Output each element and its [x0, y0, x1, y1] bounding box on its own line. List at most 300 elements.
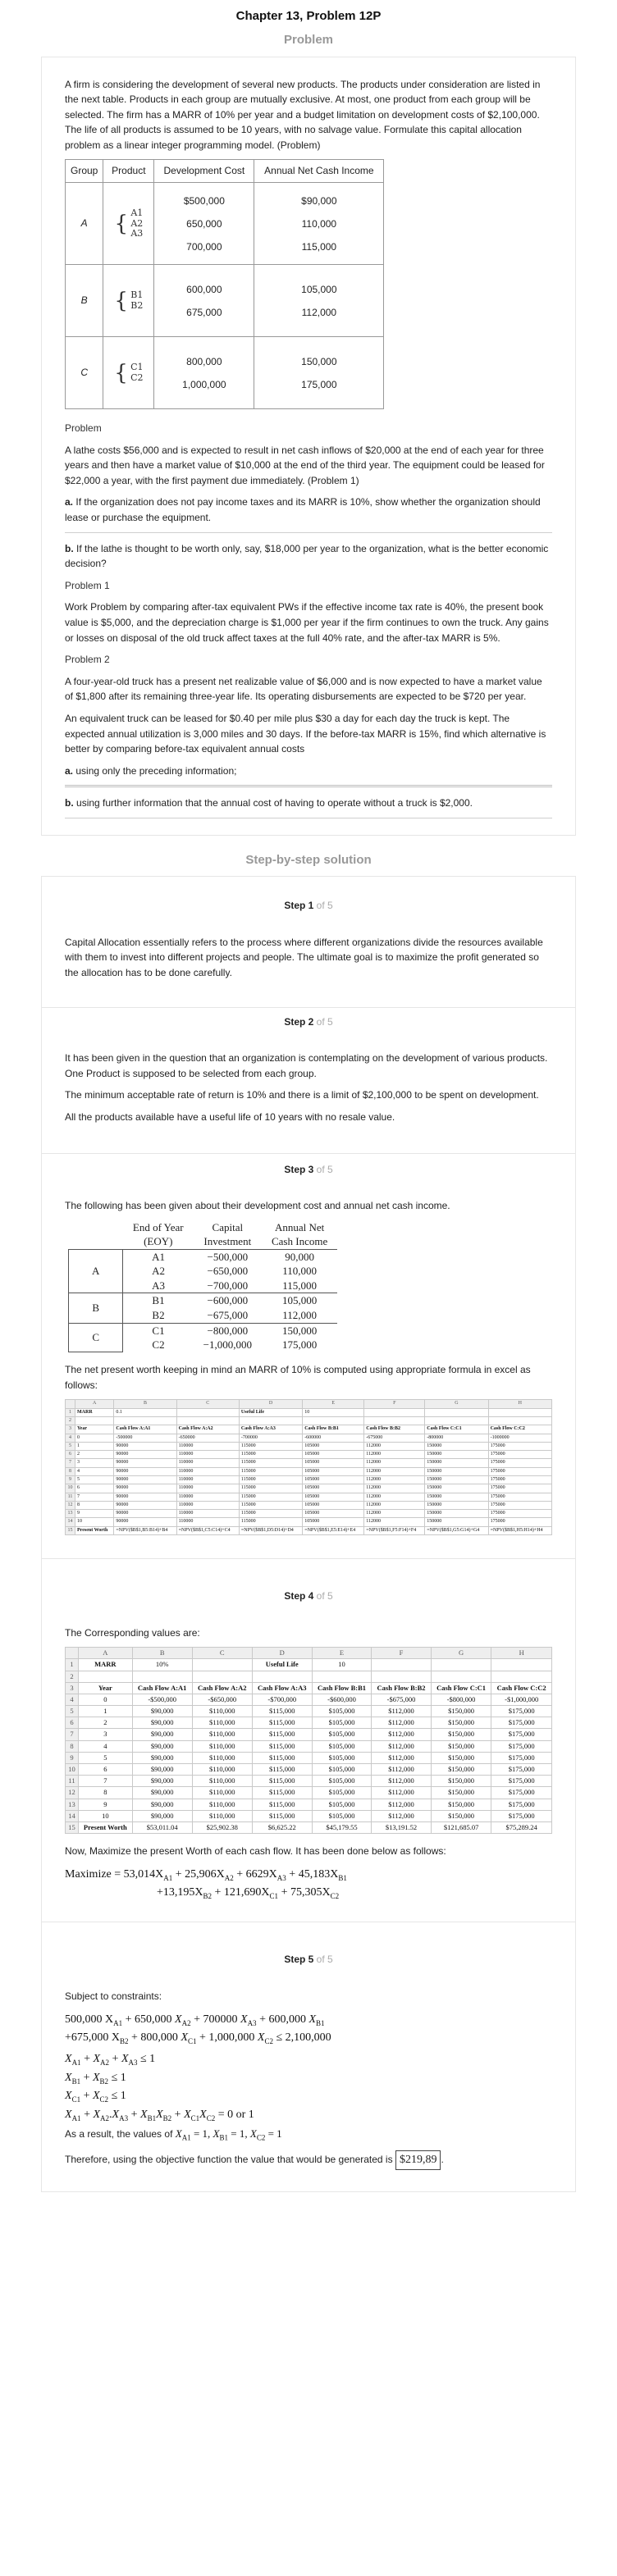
sheet-row	[66, 1518, 552, 1526]
sheet-cell: 112000	[364, 1484, 425, 1493]
sheet-cell: $110,000	[192, 1740, 252, 1752]
constraint-group-b: $X_{B1} + X_{B2} \le 1$	[65, 2071, 126, 2086]
sheet-cell: Cash Flow B:B2	[372, 1682, 432, 1694]
sheet-cell: 150000	[425, 1493, 488, 1501]
sheet-cell: $110,000	[192, 1729, 252, 1740]
inv-group-a: A	[69, 1249, 123, 1293]
sheet-cell: 90000	[114, 1501, 176, 1509]
sheet-cell	[176, 1408, 239, 1416]
sheet-cell: $112,000	[372, 1799, 432, 1810]
sheet-cell: 110000	[176, 1451, 239, 1459]
sheet-row	[66, 1799, 552, 1810]
sheet-cell: D	[252, 1648, 312, 1659]
group-a: A	[66, 183, 103, 265]
step-4-p1: The Corresponding values are:	[65, 1626, 200, 1639]
sheet-cell: 175000	[488, 1493, 551, 1501]
sheet-cell: $150,000	[431, 1752, 491, 1763]
constraint-group-c: $X_{C1} + X_{C2} \le 1$	[65, 2090, 126, 2104]
sheet-cell: 5	[75, 1476, 114, 1484]
sheet-cell	[75, 1416, 114, 1425]
label-problem: Problem	[65, 422, 102, 435]
step-2-p3: All the products available have a useful life of 10 years with no resale value.	[65, 1110, 395, 1123]
sheet-cell: $110,000	[192, 1706, 252, 1717]
sheet-cell: G	[431, 1648, 491, 1659]
sheet-cell: $105,000	[312, 1706, 372, 1717]
sheet-cell: 110000	[176, 1467, 239, 1475]
sheet-cell: 8	[66, 1740, 79, 1752]
sheet-cell: 0.1	[114, 1408, 176, 1416]
lathe-a: a. If the organization does not pay income taxes and its MARR is 10%, show whether the organization should lease or purchase the equipment.	[65, 496, 541, 524]
sheet-cell: $150,000	[431, 1729, 491, 1740]
sheet-cell	[312, 1671, 372, 1682]
sheet-cell: Cash Flow B:B1	[303, 1425, 364, 1434]
col-annual-income: Annual Net Cash Income	[254, 160, 384, 183]
sheet-cell: -$500,000	[132, 1694, 192, 1705]
sheet-cell: 9	[66, 1476, 75, 1484]
sheet-cell: 90000	[114, 1476, 176, 1484]
excel-values-sheet	[65, 1647, 552, 1834]
sheet-cell: 115000	[239, 1493, 302, 1501]
sheet-cell: Useful Life	[252, 1659, 312, 1671]
sheet-cell: 12	[66, 1787, 79, 1799]
sheet-cell: 105000	[303, 1459, 364, 1467]
sheet-cell: H	[491, 1648, 552, 1659]
inv-h-income: Annual Net Cash Income	[262, 1220, 337, 1250]
inv-group-b: B	[69, 1293, 123, 1323]
objective-line-1: Maximize = $53,014X_{A1} + 25,906X_{A2} + 6629X_{A3} + 45,183X_{B1}$	[65, 1867, 347, 1882]
sheet-cell: Cash Flow B:B2	[364, 1425, 425, 1434]
sheet-cell: $112,000	[372, 1752, 432, 1763]
sheet-cell: 1	[66, 1408, 75, 1416]
sheet-cell: $6,625.22	[252, 1821, 312, 1833]
sheet-cell: 1	[66, 1659, 79, 1671]
sheet-row	[66, 1493, 552, 1501]
step-3-card	[41, 1154, 576, 1560]
sheet-cell: -675000	[364, 1434, 425, 1442]
sheet-cell: $90,000	[132, 1799, 192, 1810]
sheet-cell	[252, 1671, 312, 1682]
step-1-title: Step 1 of 5	[284, 900, 333, 912]
group-b: B	[66, 265, 103, 337]
sheet-cell: 105000	[303, 1493, 364, 1501]
sheet-cell: 90000	[114, 1484, 176, 1493]
constraints	[65, 2011, 552, 2124]
sheet-cell: 112000	[364, 1510, 425, 1518]
sheet-cell: $150,000	[431, 1799, 491, 1810]
problem2-text-b: An equivalent truck can be leased for $0.40 per mile plus $30 a day for each day the truck is kept. The expected annual utilization is 3,000 miles and 30 days. If the before-tax MARR is 15%, find which alternative is better by comparing before-tax equivalent annual costs	[65, 712, 546, 755]
sheet-cell: $105,000	[312, 1752, 372, 1763]
sheet-cell: 5	[66, 1442, 75, 1450]
step-5-final: Therefore, using the objective function the value that would be generated is $219,89 .	[65, 2150, 552, 2170]
budget-line-2: +675,000 $X_{B2} + 800,000$ $X_{C1} + 1,000,000$ $X_{C2} \le 2,100,000$	[65, 2031, 331, 2045]
sheet-cell: $105,000	[312, 1763, 372, 1775]
sheet-cell: 115000	[239, 1518, 302, 1526]
sheet-cell: -600000	[303, 1434, 364, 1442]
sheet-cell: =NPV($B$1,C5:C14)+C4	[176, 1526, 239, 1534]
inv-h-eoy: End of Year (EOY)	[123, 1220, 194, 1250]
sheet-cell: $175,000	[491, 1799, 552, 1810]
sheet-cell: 7	[79, 1776, 133, 1787]
sheet-cell: 14	[66, 1518, 75, 1526]
sheet-cell: $112,000	[372, 1717, 432, 1729]
sheet-cell	[303, 1416, 364, 1425]
sheet-cell: 10	[79, 1810, 133, 1821]
sheet-cell: F	[364, 1400, 425, 1408]
sheet-cell: -1000000	[488, 1434, 551, 1442]
sheet-cell: $112,000	[372, 1706, 432, 1717]
sheet-cell: $175,000	[491, 1740, 552, 1752]
sheet-row	[66, 1729, 552, 1740]
sheet-cell: 3	[79, 1729, 133, 1740]
sheet-cell: =NPV($B$1,B5:B14)+B4	[114, 1526, 176, 1534]
sheet-cell: 105000	[303, 1484, 364, 1493]
col-product: Product	[103, 160, 154, 183]
p2-a: a. using only the preceding information;	[65, 764, 237, 777]
sheet-cell: $175,000	[491, 1752, 552, 1763]
sheet-cell: 175000	[488, 1484, 551, 1493]
sheet-cell: 175000	[488, 1501, 551, 1509]
sheet-cell: -500000	[114, 1434, 176, 1442]
sheet-cell: $90,000	[132, 1763, 192, 1775]
sheet-cell	[425, 1416, 488, 1425]
products-b: { B1 B2	[103, 265, 154, 337]
sheet-cell	[66, 1648, 79, 1659]
solution-heading: Step-by-step solution	[245, 852, 372, 867]
p2-b: b. using further information that the annual cost of having to operate without a truck is $2,000.	[65, 797, 473, 809]
sheet-cell: $90,000	[132, 1810, 192, 1821]
sheet-cell: $121,685.07	[431, 1821, 491, 1833]
sheet-cell	[79, 1671, 133, 1682]
sheet-cell	[192, 1671, 252, 1682]
sheet-cell: 112000	[364, 1459, 425, 1467]
sheet-row	[66, 1484, 552, 1493]
sheet-cell: -$1,000,000	[491, 1694, 552, 1705]
sheet-cell: 175000	[488, 1451, 551, 1459]
step-3-p2: The net present worth keeping in mind an MARR of 10% is computed using appropriate formula in excel as follows:	[65, 1364, 531, 1391]
sheet-cell: Cash Flow A:A1	[114, 1425, 176, 1434]
sheet-cell: $175,000	[491, 1810, 552, 1821]
objective-function	[65, 1866, 552, 1903]
sheet-row	[66, 1526, 552, 1534]
sheet-cell: $110,000	[192, 1717, 252, 1729]
sheet-cell: $112,000	[372, 1810, 432, 1821]
sheet-cell: 105000	[303, 1467, 364, 1475]
sheet-cell: 1	[75, 1442, 114, 1450]
sheet-cell: $105,000	[312, 1810, 372, 1821]
sheet-cell: 4	[66, 1694, 79, 1705]
costs-a: $500,000 650,000 700,000	[154, 183, 254, 265]
constraint-group-a: $X_{A1} + X_{A2} + X_{A3} \le 1$	[65, 2053, 156, 2068]
sheet-cell: Present Worth	[79, 1821, 133, 1833]
sheet-row	[66, 1752, 552, 1763]
sheet-cell: 90000	[114, 1442, 176, 1450]
sheet-cell: 150000	[425, 1467, 488, 1475]
costs-c: 800,000 1,000,000	[154, 337, 254, 409]
problem-card	[41, 57, 576, 836]
sheet-cell: =NPV($B$1,G5:G14)+G4	[425, 1526, 488, 1534]
sheet-cell: 10	[312, 1659, 372, 1671]
sheet-row	[66, 1425, 552, 1434]
sheet-cell: $105,000	[312, 1717, 372, 1729]
sheet-cell: $150,000	[431, 1706, 491, 1717]
sheet-cell: 150000	[425, 1501, 488, 1509]
sheet-cell: $150,000	[431, 1740, 491, 1752]
step-3-title: Step 3 of 5	[284, 1163, 333, 1175]
sheet-cell: B	[114, 1400, 176, 1408]
sheet-cell: 110000	[176, 1493, 239, 1501]
sheet-cell: D	[239, 1400, 302, 1408]
sheet-cell: $75,289.24	[491, 1821, 552, 1833]
sheet-cell: $13,191.52	[372, 1821, 432, 1833]
sheet-row	[66, 1442, 552, 1450]
sheet-row	[66, 1434, 552, 1442]
sheet-cell	[132, 1671, 192, 1682]
sheet-cell: $115,000	[252, 1810, 312, 1821]
sheet-cell: 8	[79, 1787, 133, 1799]
sheet-cell: Year	[79, 1682, 133, 1694]
sheet-cell: 7	[66, 1459, 75, 1467]
step-4-title: Step 4 of 5	[284, 1590, 333, 1603]
sheet-cell: 3	[66, 1682, 79, 1694]
sheet-cell: Cash Flow C:C2	[491, 1682, 552, 1694]
sheet-cell: $115,000	[252, 1706, 312, 1717]
sheet-cell: 105000	[303, 1442, 364, 1450]
sheet-row	[66, 1510, 552, 1518]
sheet-cell	[431, 1659, 491, 1671]
sheet-cell: -700000	[239, 1434, 302, 1442]
sheet-row	[66, 1671, 552, 1682]
sheet-cell: 90000	[114, 1510, 176, 1518]
sheet-cell: 0	[79, 1694, 133, 1705]
sheet-cell: 115000	[239, 1451, 302, 1459]
lathe-text: A lathe costs $56,000 and is expected to result in net cash inflows of $20,000 at the end of each year for three years and then have a market value of $10,000 at the end of the third year. The equipment could be leased for $22,000 a year, with the first payment due immediately. (Problem 1)	[65, 444, 545, 486]
sheet-cell: Cash Flow A:A2	[192, 1682, 252, 1694]
sheet-cell: B	[132, 1648, 192, 1659]
sheet-cell: $115,000	[252, 1787, 312, 1799]
sheet-cell: 9	[75, 1510, 114, 1518]
sheet-cell: $112,000	[372, 1740, 432, 1752]
problem-intro: A firm is considering the development of several new products. The products under consideration are listed in the next table. Products in each group are mutually exclusive. At most, one product from each group will be selected. The firm has a MARR of 10% per year and a budget limitation on development costs of $2,100,000. The life of all products is assumed to be 10 years, with no salvage value. Formulate this capital allocation problem as a linear integer programming model. (Problem)	[65, 78, 541, 151]
sheet-cell	[372, 1671, 432, 1682]
sheet-cell: $105,000	[312, 1729, 372, 1740]
sheet-row	[66, 1408, 552, 1416]
sheet-cell: Cash Flow A:A3	[239, 1425, 302, 1434]
sheet-cell: 150000	[425, 1476, 488, 1484]
sheet-cell: $115,000	[252, 1799, 312, 1810]
budget-line-1: 500,000 $X_{A1} + 650,000$ $X_{A2} + 700000$ $X_{A3} + 600,000$ $X_{B1}$	[65, 2013, 325, 2027]
sheet-cell: $112,000	[372, 1763, 432, 1775]
sheet-cell: 2	[79, 1717, 133, 1729]
products-c: { C1 C2	[103, 337, 154, 409]
product-table	[65, 159, 384, 409]
sheet-cell: 2	[66, 1671, 79, 1682]
sheet-cell: 8	[66, 1467, 75, 1475]
sheet-cell: 9	[66, 1752, 79, 1763]
sheet-cell: 6	[75, 1484, 114, 1493]
sheet-row	[66, 1459, 552, 1467]
sheet-cell: $90,000	[132, 1752, 192, 1763]
sheet-row	[66, 1763, 552, 1775]
sheet-cell: Cash Flow A:A2	[176, 1425, 239, 1434]
incomes-a: $90,000 110,000 115,000	[254, 183, 384, 265]
problem1-text: Work Problem by comparing after-tax equivalent PWs if the effective income tax rate is 40%, the present book value is $5,000, and the depreciation charge is $1,000 per year if the firm continues to own the truck. Any gains or losses on disposal of the old truck affect taxes at the full 40% rate, and the after-tax MARR is 5%.	[65, 601, 549, 644]
sheet-cell: $105,000	[312, 1787, 372, 1799]
divider	[65, 785, 552, 787]
sheet-row	[66, 1416, 552, 1425]
sheet-cell: $112,000	[372, 1776, 432, 1787]
excel-formula-sheet	[65, 1399, 552, 1535]
sheet-cell: C	[192, 1648, 252, 1659]
sheet-row	[66, 1787, 552, 1799]
inv-group-c: C	[69, 1323, 123, 1352]
sheet-cell: -$675,000	[372, 1694, 432, 1705]
sheet-cell	[372, 1659, 432, 1671]
page-title: Chapter 13, Problem 12P	[235, 9, 382, 23]
sheet-cell: 2	[66, 1416, 75, 1425]
divider	[65, 532, 552, 533]
sheet-cell: 11	[66, 1776, 79, 1787]
sheet-cell: 112000	[364, 1493, 425, 1501]
sheet-cell: Year	[75, 1425, 114, 1434]
step-5-p1: Subject to constraints:	[65, 1990, 162, 2002]
sheet-cell: $90,000	[132, 1740, 192, 1752]
incomes-b: 105,000 112,000	[254, 265, 384, 337]
sheet-cell: Cash Flow A:A3	[252, 1682, 312, 1694]
sheet-cell: A	[79, 1648, 133, 1659]
sheet-cell: -$650,000	[192, 1694, 252, 1705]
sheet-cell: 175000	[488, 1467, 551, 1475]
sheet-cell: $115,000	[252, 1776, 312, 1787]
sheet-cell: $110,000	[192, 1810, 252, 1821]
sheet-cell	[431, 1671, 491, 1682]
sheet-cell: 110000	[176, 1501, 239, 1509]
sheet-cell: 115000	[239, 1467, 302, 1475]
sheet-cell: 6	[66, 1451, 75, 1459]
sheet-row	[66, 1501, 552, 1509]
sheet-cell: $150,000	[431, 1763, 491, 1775]
sheet-cell: 150000	[425, 1459, 488, 1467]
step-5-card	[41, 1922, 576, 2191]
sheet-cell	[425, 1408, 488, 1416]
sheet-cell: 110000	[176, 1510, 239, 1518]
sheet-cell: 90000	[114, 1518, 176, 1526]
sheet-cell: $90,000	[132, 1776, 192, 1787]
sheet-cell: $110,000	[192, 1752, 252, 1763]
sheet-cell: $110,000	[192, 1776, 252, 1787]
sheet-cell: 105000	[303, 1451, 364, 1459]
sheet-cell: 112000	[364, 1518, 425, 1526]
products-a: { A1 A2 A3	[103, 183, 154, 265]
sheet-row	[66, 1476, 552, 1484]
sheet-cell: $175,000	[491, 1776, 552, 1787]
sheet-col-header	[66, 1400, 552, 1408]
sheet-row	[66, 1810, 552, 1821]
incomes-c: 150,000 175,000	[254, 337, 384, 409]
sheet-row	[66, 1694, 552, 1705]
sheet-cell: $175,000	[491, 1763, 552, 1775]
col-dev-cost: Development Cost	[154, 160, 254, 183]
sheet-cell: 105000	[303, 1510, 364, 1518]
sheet-cell: $105,000	[312, 1740, 372, 1752]
sheet-cell: 175000	[488, 1459, 551, 1467]
sheet-cell: 150000	[425, 1484, 488, 1493]
sheet-cell: -$600,000	[312, 1694, 372, 1705]
sheet-cell: Cash Flow C:C1	[425, 1425, 488, 1434]
sheet-cell: 175000	[488, 1518, 551, 1526]
sheet-cell: $112,000	[372, 1729, 432, 1740]
sheet-cell: $150,000	[431, 1717, 491, 1729]
sheet-cell	[364, 1416, 425, 1425]
sheet-cell: $112,000	[372, 1787, 432, 1799]
step-4-p2: Now, Maximize the present Worth of each cash flow. It has been done below as follows:	[65, 1845, 446, 1858]
sheet-cell: 105000	[303, 1518, 364, 1526]
sheet-cell: 110000	[176, 1484, 239, 1493]
step-5-result: As a result, the values of $X_{A1} = 1$, $X_{B1} = 1$, $X_{C2} = 1$	[65, 2127, 282, 2142]
sheet-cell: 1	[79, 1706, 133, 1717]
sheet-cell	[192, 1659, 252, 1671]
lathe-b: b. If the lathe is thought to be worth only, say, $18,000 per year to the organization, what is the better economic decision?	[65, 542, 549, 570]
sheet-cell: 175000	[488, 1476, 551, 1484]
sheet-cell: $175,000	[491, 1787, 552, 1799]
sheet-cell: $150,000	[431, 1776, 491, 1787]
constraint-binary: $X_{A1} + X_{A2}.X_{A3} + X_{B1}X_{B2} + X_{C1}X_{C2} = 0$ or 1	[65, 2108, 254, 2122]
sheet-cell: Present Worth	[75, 1526, 114, 1534]
group-c: C	[66, 337, 103, 409]
sheet-cell: 112000	[364, 1467, 425, 1475]
sheet-cell: -800000	[425, 1434, 488, 1442]
label-problem2: Problem 2	[65, 654, 110, 666]
sheet-cell: -$800,000	[431, 1694, 491, 1705]
sheet-cell: 15	[66, 1821, 79, 1833]
sheet-cell: 150000	[425, 1518, 488, 1526]
sheet-cell: 112000	[364, 1442, 425, 1450]
sheet-cell: 90000	[114, 1451, 176, 1459]
sheet-cell: F	[372, 1648, 432, 1659]
sheet-cell: $115,000	[252, 1740, 312, 1752]
sheet-cell	[176, 1416, 239, 1425]
sheet-cell: 5	[79, 1752, 133, 1763]
sheet-cell	[488, 1408, 551, 1416]
sheet-cell: 105000	[303, 1476, 364, 1484]
sheet-cell: 7	[75, 1493, 114, 1501]
step-5-title: Step 5 of 5	[284, 1954, 333, 1966]
sheet-row	[66, 1706, 552, 1717]
sheet-cell: Cash Flow C:C2	[488, 1425, 551, 1434]
sheet-cell: 112000	[364, 1451, 425, 1459]
sheet-cell: A	[75, 1400, 114, 1408]
sheet-cell: -$700,000	[252, 1694, 312, 1705]
sheet-cell: $90,000	[132, 1706, 192, 1717]
sheet-cell: 6	[66, 1717, 79, 1729]
sheet-cell: 13	[66, 1510, 75, 1518]
sheet-cell	[114, 1416, 176, 1425]
sheet-row	[66, 1451, 552, 1459]
sheet-cell	[491, 1671, 552, 1682]
sheet-cell: $175,000	[491, 1729, 552, 1740]
sheet-cell: 10	[303, 1408, 364, 1416]
sheet-cell: H	[488, 1400, 551, 1408]
sheet-cell: 115000	[239, 1510, 302, 1518]
sheet-row	[66, 1682, 552, 1694]
sheet-cell: E	[312, 1648, 372, 1659]
sheet-cell: 2	[75, 1451, 114, 1459]
sheet-cell: 10%	[132, 1659, 192, 1671]
sheet-cell: 150000	[425, 1510, 488, 1518]
step-2-card	[41, 1008, 576, 1154]
sheet-cell: 110000	[176, 1518, 239, 1526]
sheet-cell: 115000	[239, 1476, 302, 1484]
sheet-cell: 5	[66, 1706, 79, 1717]
